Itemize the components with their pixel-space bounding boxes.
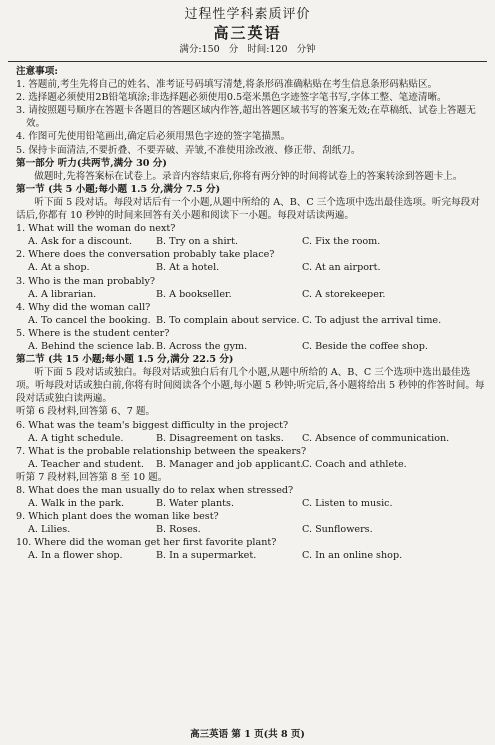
exam-info: 满分:150 分 时间:120 分钟 xyxy=(179,44,316,55)
question-group-c xyxy=(16,484,485,563)
question-options xyxy=(16,235,485,248)
option-c: C. At an airport. xyxy=(302,262,381,274)
question-group-b xyxy=(16,419,485,471)
option-c: C. Listen to music. xyxy=(302,498,393,510)
question-options xyxy=(16,549,485,562)
exam-body xyxy=(0,65,495,563)
option-c: C. A storekeeper. xyxy=(302,288,386,300)
question-options xyxy=(16,432,485,445)
option-a: A. Ask for a discount. xyxy=(28,236,133,248)
option-a: A. At a shop. xyxy=(28,262,90,274)
material-6-instruction: 听第 6 段材料,回答第 6、7 题。 xyxy=(16,406,156,418)
question-stem: 5. Where is the student center? xyxy=(16,327,170,339)
question xyxy=(16,510,485,536)
question xyxy=(16,248,485,274)
option-c: C. Absence of communication. xyxy=(302,432,450,444)
question-stem: 10. Where did the woman get her first favorite plant? xyxy=(16,537,277,549)
option-b: B. To complain about service. xyxy=(156,314,300,326)
option-b: B. Water plants. xyxy=(156,498,235,510)
question xyxy=(16,222,485,248)
option-a: A. Lilies. xyxy=(28,524,71,536)
option-b: B. Manager and job applicant. xyxy=(156,458,304,470)
option-c: C. Fix the room. xyxy=(302,236,381,248)
question-options xyxy=(16,340,485,353)
option-a: A. Walk in the park. xyxy=(28,498,125,510)
option-c: C. Sunflowers. xyxy=(302,524,373,536)
notice-item: 3. 请按照题号顺序在答题卡各题目的答题区域内作答,超出答题区域书写的答案无效;在草稿纸、试卷上答题无效。 xyxy=(16,105,476,130)
section1-intro: 听下面 5 段对话。每段对话后有一个小题,从题中所给的 A、B、C 三个选项中选出最佳选项。听完每段对话后,你都有 10 秒钟的时间来回答有关小题和阅读下一小题。每段对话读两遍。 xyxy=(16,196,480,222)
question-group-a xyxy=(16,222,485,353)
option-a: A. A librarian. xyxy=(28,288,97,300)
question-options xyxy=(16,288,485,301)
exam-header xyxy=(0,0,495,57)
section2-heading: 第二节 (共 15 小题;每小题 1.5 分,满分 22.5 分) xyxy=(16,354,234,366)
option-c: C. Coach and athlete. xyxy=(302,458,407,470)
question-options xyxy=(16,458,485,471)
exam-super-title: 过程性学科素质评价 xyxy=(184,7,311,22)
notice-item: 2. 选择题必须使用2B铅笔填涂;非选择题必须使用0.5毫米黑色字迹签字笔书写,字体工整、笔迹清晰。 xyxy=(16,92,447,104)
question xyxy=(16,484,485,510)
option-b: B. Try on a shirt. xyxy=(156,236,239,248)
question-stem: 1. What will the woman do next? xyxy=(16,223,176,235)
option-c: C. To adjust the arrival time. xyxy=(302,314,442,326)
section1-heading: 第一节 (共 5 小题;每小题 1.5 分,满分 7.5 分) xyxy=(16,183,221,195)
option-a: A. Teacher and student. xyxy=(28,458,144,470)
option-b: B. Roses. xyxy=(156,524,201,536)
question xyxy=(16,419,485,445)
question-stem: 2. Where does the conversation probably take place? xyxy=(16,249,275,261)
question xyxy=(16,301,485,327)
notice-item: 1. 答题前,考生先将自己的姓名、准考证号码填写清楚,将条形码准确粘贴在考生信息条形码粘贴区。 xyxy=(16,79,438,91)
notice-item: 5. 保持卡面清洁,不要折叠、不要弄破、弄皱,不准使用涂改液、修正带、刮纸刀。 xyxy=(16,144,361,156)
material-7-instruction: 听第 7 段材料,回答第 8 至 10 题。 xyxy=(16,471,168,483)
option-b: B. A bookseller. xyxy=(156,288,232,300)
page-footer: 高三英语 第 1 页(共 8 页) xyxy=(190,729,305,740)
section2-intro: 听下面 5 段对话或独白。每段对话或独白后有几个小题,从题中所给的 A、B、C 三个选项中选出最佳选项。听每段对话或独白前,你将有时间阅读各个小题,每小题 5 秒钟;听完后,各小题将给出 5 秒钟的作答时间。每段对话或独白读两遍。 xyxy=(16,367,485,405)
question-stem: 4. Why did the woman call? xyxy=(16,301,151,313)
question-options xyxy=(16,523,485,536)
notice-item: 4. 作图可先使用铅笔画出,确定后必须用黑色字迹的签字笔描黑。 xyxy=(16,131,291,143)
question-stem: 9. Which plant does the woman like best? xyxy=(16,511,219,523)
option-a: A. A tight schedule. xyxy=(28,432,124,444)
header-divider xyxy=(8,61,487,62)
option-a: A. Behind the science lab. xyxy=(28,340,155,352)
question xyxy=(16,445,485,471)
option-b: B. At a hotel. xyxy=(156,262,220,274)
notice-title: 注意事项: xyxy=(16,66,58,77)
question-stem: 6. What was the team's biggest difficulty in the project? xyxy=(16,419,289,431)
option-b: B. In a supermarket. xyxy=(156,550,257,562)
part1-intro: 做题时,先将答案标在试卷上。录音内容结束后,你将有两分钟的时间将试卷上的答案转涂到答题卡上。 xyxy=(34,170,463,182)
question xyxy=(16,536,485,562)
question-stem: 7. What is the probable relationship between the speakers? xyxy=(16,445,307,457)
exam-title: 高三英语 xyxy=(213,24,282,42)
question-options xyxy=(16,314,485,327)
option-a: A. In a flower shop. xyxy=(28,550,123,562)
option-c: C. In an online shop. xyxy=(302,550,403,562)
part1-heading: 第一部分 听力(共两节,满分 30 分) xyxy=(16,157,167,169)
option-a: A. To cancel the booking. xyxy=(28,314,151,326)
option-b: B. Across the gym. xyxy=(156,340,248,352)
question xyxy=(16,275,485,301)
question-stem: 3. Who is the man probably? xyxy=(16,275,156,287)
question-options xyxy=(16,497,485,510)
option-b: B. Disagreement on tasks. xyxy=(156,432,284,444)
question xyxy=(16,327,485,353)
option-c: C. Beside the coffee shop. xyxy=(302,340,428,352)
question-options xyxy=(16,261,485,274)
question-stem: 8. What does the man usually do to relax when stressed? xyxy=(16,485,294,496)
